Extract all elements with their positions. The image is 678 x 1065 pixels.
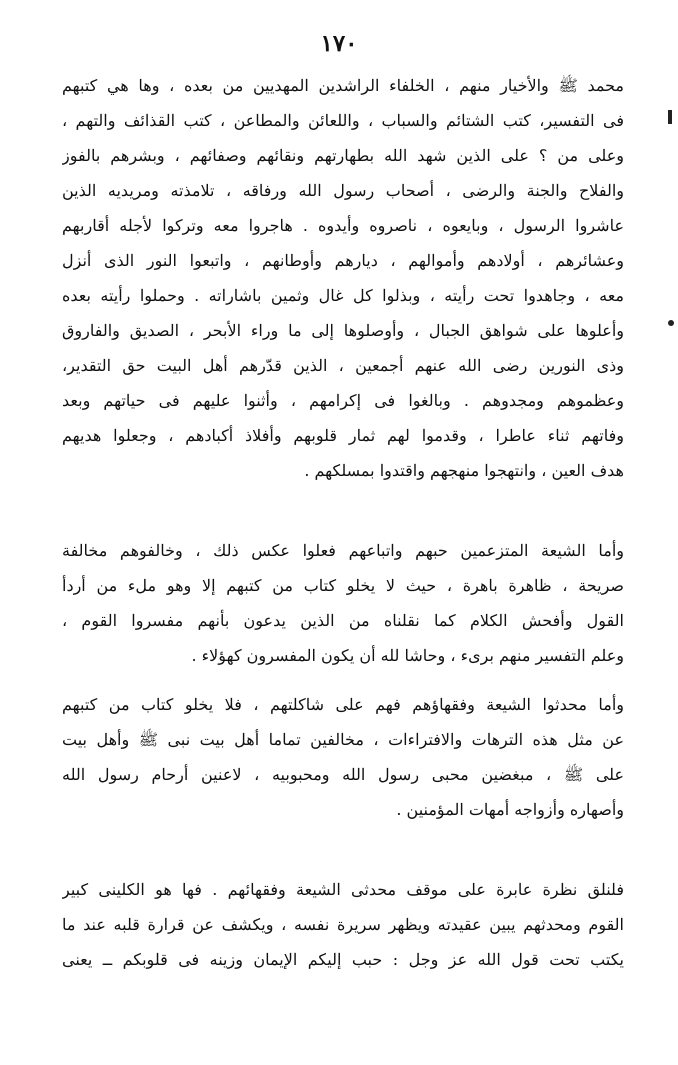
paragraph-2 <box>62 533 624 673</box>
text-line: وأصهاره وأزواجه أمهات المؤمنين . <box>396 800 624 819</box>
text-line: يكتب تحت قول الله عز وجل : حبب إليكم الإيمان وزينه فى قلوبكم ــ يعنى <box>62 950 624 969</box>
text-line: وعشائرهم ، أولادهم وأموالهم ، ديارهم وأوطانهم ، واتبعوا النور الذى أنزل <box>62 251 624 270</box>
text-line: القول وأفحش الكلام كما نقلناه من الذين يدعون بأنهم مفسروا القوم ، <box>62 611 624 630</box>
text-line: محمد ﷺ والأخيار منهم ، الخلفاء الراشدين المهديين من بعده ، وها هي كتبهم <box>62 76 624 95</box>
text-line: على ﷺ ، مبغضين محبى رسول الله ومحبوبيه ، لاعنين أرحام رسول الله <box>62 765 624 784</box>
text-line: والفلاح والجنة والرضى ، أصحاب رسول الله ورفاقه ، تلامذته ومريديه الذين <box>62 181 624 200</box>
margin-mark <box>668 110 672 124</box>
paragraph-1 <box>62 68 624 488</box>
text-line: وعلم التفسير منهم برىء ، وحاشا لله أن يكون المفسرون كهؤلاء . <box>191 646 624 665</box>
page-number: ١٧٠ <box>320 30 358 57</box>
paragraph-3 <box>62 687 624 827</box>
text-line: عن مثل هذه الترهات والافتراءات ، مخالفين تماما أهل بيت نبى ﷺ وأهل بيت <box>62 730 624 749</box>
text-line: القوم ومحدثهم يبين عقيدته ويظهر سريرة نفسه ، ويكشف عن قرارة قلبه عند ما <box>62 915 624 934</box>
text-line: وأما الشيعة المتزعمين حبهم واتباعهم فعلوا عكس ذلك ، وخالفوهم مخالفة <box>62 541 624 560</box>
text-line: وفاتهم ثناء عاطرا ، وقدموا لهم ثمار قلوبهم وأفلاذ أكبادهم ، وجعلوا هديهم <box>62 426 624 445</box>
text-line: صريحة ، ظاهرة باهرة ، حيث لا يخلو كتاب من كتبهم إلا وهو ملء من أردأ <box>62 576 624 595</box>
text-line: عاشروا الرسول ، وبايعوه ، ناصروه وأيدوه . هاجروا معه وتركوا لأجله أقاربهم <box>62 216 624 235</box>
text-line: فى التفسير، كتب الشتائم والسباب ، واللعائن والمطاعن ، كتب القذائف والتهم ، <box>62 111 624 130</box>
text-line: وأعلوها على شواهق الجبال ، وأوصلوها إلى ما وراء الأبحر ، الصديق والفاروق <box>62 321 624 340</box>
margin-dot <box>668 320 674 326</box>
text-line: وعظموهم ومجدوهم . وبالغوا فى إكرامهم ، وأثنوا عليهم فى حياتهم وبعد <box>62 391 624 410</box>
text-line: معه ، وجاهدوا تحت رأيته ، وبذلوا كل غال وثمين باشاراته . وحملوا رأيته بعده <box>62 286 624 305</box>
text-line: هدف العين ، وانتهجوا منهجهم واقتدوا بمسلكهم . <box>304 461 624 480</box>
text-line: فلنلق نظرة عابرة على موقف محدثى الشيعة وفقهائهم . فها هو الكلينى كبير <box>62 880 624 899</box>
text-line: وذى النورين رضى الله عنهم أجمعين ، الذين قدّرهم أهل البيت حق التقدير، <box>62 356 624 375</box>
text-line: وأما محدثوا الشيعة وفقهاؤهم فهم على شاكلتهم ، فلا يخلو كتاب من كتبهم <box>62 695 624 714</box>
paragraph-4 <box>62 872 624 977</box>
text-line: وعلى من ؟ على الذين شهد الله بطهارتهم ونقائهم وصفائهم ، وبشرهم بالفوز <box>62 146 624 165</box>
